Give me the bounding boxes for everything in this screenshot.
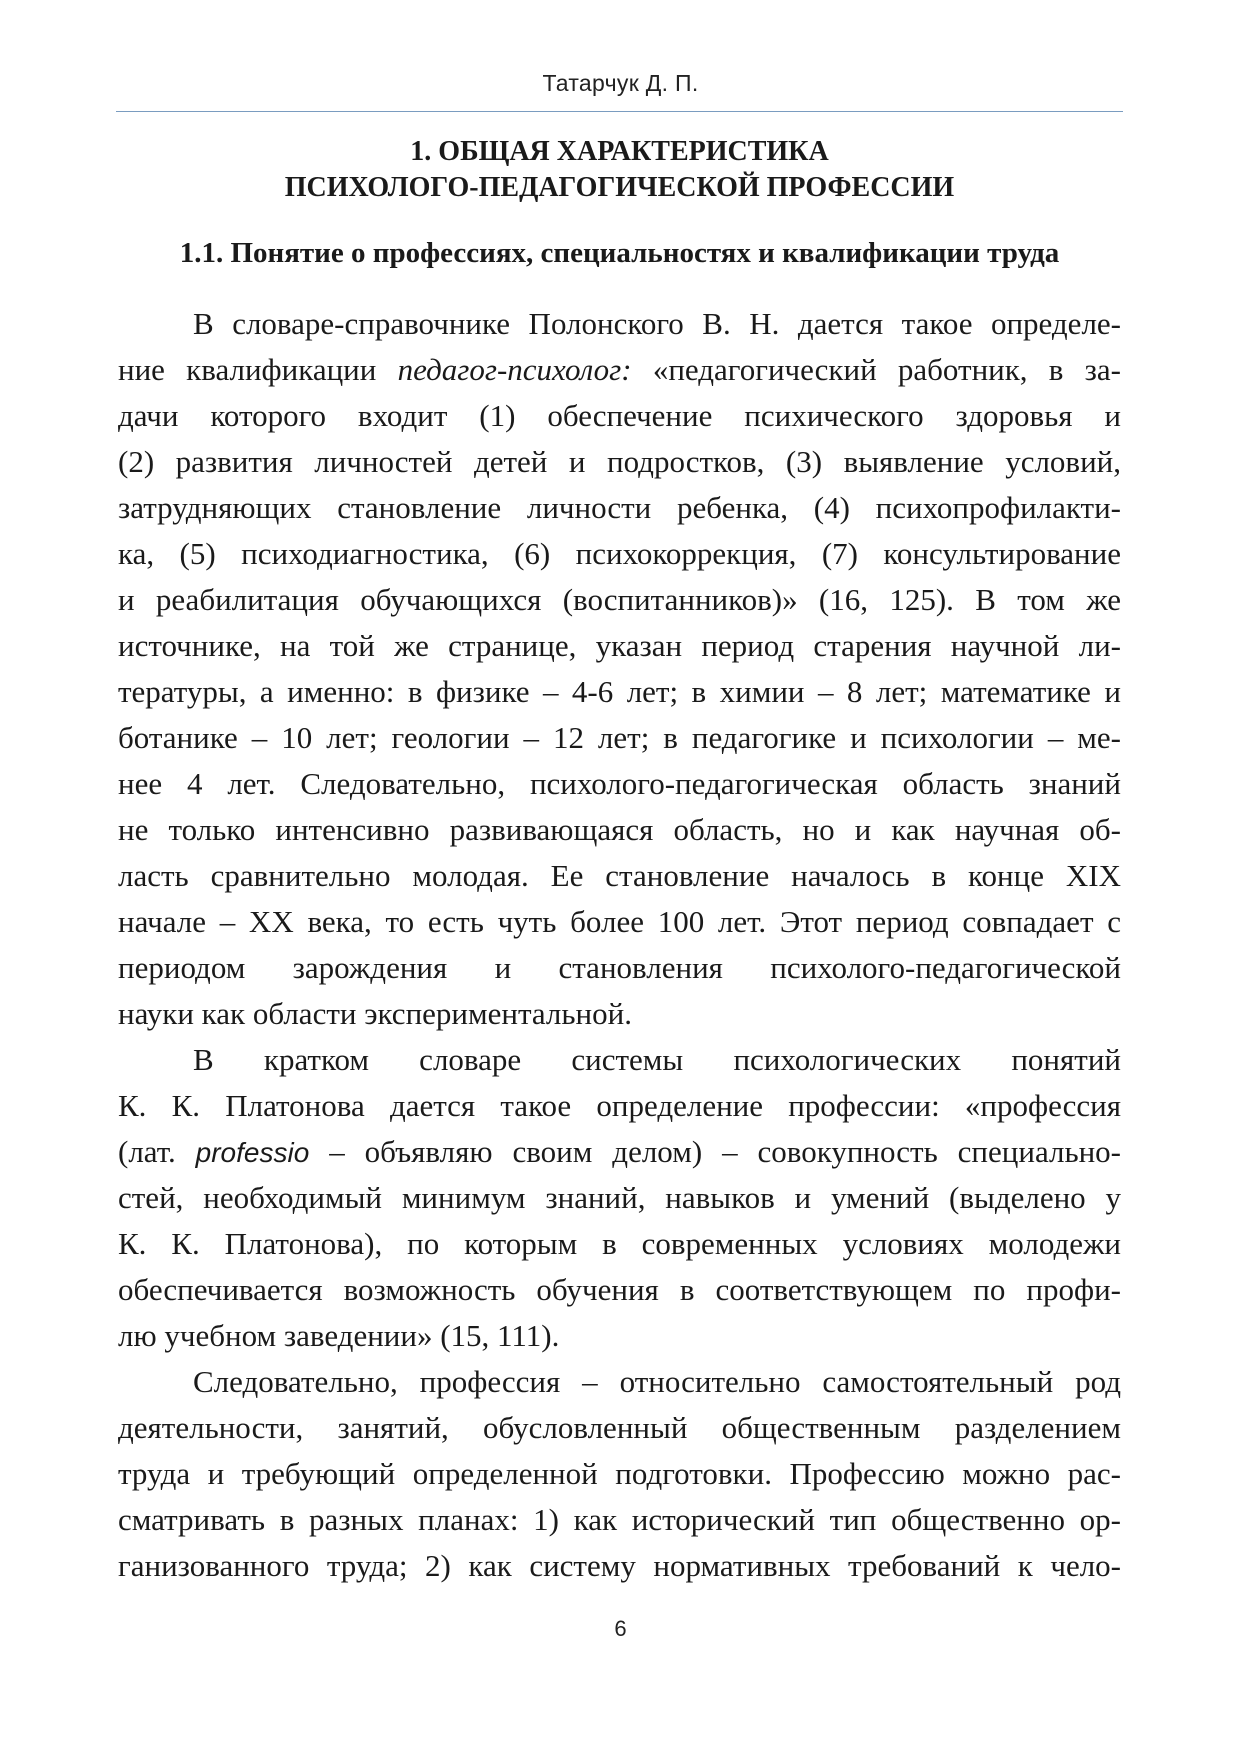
text-line: ганизованного труда; 2) как систему нормативных требований к чело- (118, 1548, 1121, 1583)
chapter-title (116, 134, 1123, 206)
italic-latin-term: professio (195, 1137, 310, 1168)
body-text (118, 301, 1121, 1589)
text-line: науки как области экспериментальной. (118, 996, 632, 1031)
text-line: Следовательно, профессия – относительно самостоятельный род (193, 1364, 1121, 1399)
text-line: ласть сравнительно молодая. Ее становление началось в конце XIX (118, 858, 1121, 893)
running-header-author: Татарчук Д. П. (542, 70, 699, 96)
text-line: (2) развития личностей детей и подростков, (3) выявление условий, (118, 444, 1121, 479)
text-line: труда и требующий определенной подготовки. Профессию можно рас- (118, 1456, 1121, 1491)
text-line: ботанике – 10 лет; геологии – 12 лет; в педагогике и психологии – ме- (118, 720, 1121, 755)
section-title: 1.1. Понятие о профессиях, специальностях и квалификации труда (179, 237, 1060, 269)
chapter-title-line-1: 1. ОБЩАЯ ХАРАКТЕРИСТИКА (410, 136, 829, 167)
text-line: источнике, на той же странице, указан период старения научной ли- (118, 628, 1121, 663)
text-line: сматривать в разных планах: 1) как исторический тип общественно ор- (118, 1502, 1121, 1537)
text-line: ка, (5) психодиагностика, (6) психокоррекция, (7) консультирование (118, 536, 1121, 571)
text-line: начале – XX века, то есть чуть более 100 лет. Этот период совпадает с (118, 904, 1121, 939)
text-line: затрудняющих становление личности ребенка, (4) психопрофилакти- (118, 490, 1121, 525)
page-number: 6 (614, 1616, 627, 1641)
paragraph-3 (118, 1359, 1121, 1589)
text-line: нее 4 лет. Следовательно, психолого-педагогическая область знаний (118, 766, 1121, 801)
text-line: деятельности, занятий, обусловленный общественным разделением (118, 1410, 1121, 1445)
text-line: К. К. Платонова), по которым в современных условиях молодежи (118, 1226, 1121, 1261)
text-line: ние квалификации педагог-психолог: «педагогический работник, в за- (118, 352, 1122, 387)
text-line: стей, необходимый минимум знаний, навыков и умений (выделено у (118, 1180, 1121, 1215)
text-line: и реабилитация обучающихся (воспитанников)» (16, 125). В том же (118, 582, 1121, 617)
text-line: дачи которого входит (1) обеспечение психического здоровья и (118, 398, 1121, 433)
text-line: (лат. professio – объявляю своим делом) – совокупность специально- (118, 1134, 1121, 1169)
header-divider (116, 111, 1123, 112)
text-line: К. К. Платонова дается такое определение профессии: «профессия (118, 1088, 1121, 1123)
text-line: не только интенсивно развивающаяся область, но и как научная об- (118, 812, 1121, 847)
text-line: обеспечивается возможность обучения в соответствующем по профи- (118, 1272, 1121, 1307)
italic-term: педагог-психолог: (397, 352, 632, 387)
paragraph-2 (118, 1037, 1121, 1359)
chapter-title-line-2: ПСИХОЛОГО-ПЕДАГОГИЧЕСКОЙ ПРОФЕССИИ (284, 172, 955, 203)
text-line: тературы, а именно: в физике – 4-6 лет; в химии – 8 лет; математике и (118, 674, 1121, 709)
text-line: периодом зарождения и становления психолого-педагогической (118, 950, 1121, 985)
text-line: В словаре-справочнике Полонского В. Н. дается такое определе- (193, 306, 1121, 341)
text-line: В кратком словаре системы психологических понятий (193, 1042, 1121, 1077)
text-line: лю учебном заведении» (15, 111). (118, 1318, 560, 1353)
paragraph-1 (118, 301, 1121, 1037)
